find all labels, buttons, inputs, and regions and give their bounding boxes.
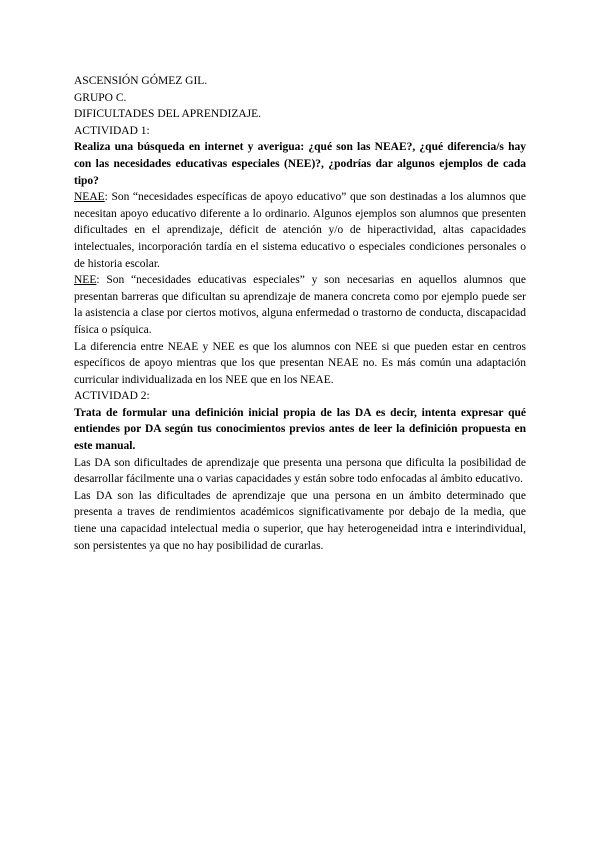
neae-text: : Son “necesidades específicas de apoyo educativo” que son destinadas a los alumnos que necesitan apoyo educativo diferente a lo ordinario. Algunos ejemplos son alumnos que presenten dificultades en el aprendizaje, déficit de atención y/o de hiperactividad, altas capacidades intelectuales, incorporación tardía en el sistema educativo o especiales condiciones personales o de historia escolar. (74, 191, 526, 270)
neae-term: NEAE (74, 191, 105, 204)
activity-1-title: ACTIVIDAD 1: (74, 124, 150, 137)
nee-term: NEE (74, 274, 97, 287)
subject-title: DIFICULTADES DEL APRENDIZAJE. (74, 108, 262, 121)
activity-2-title: ACTIVIDAD 2: (74, 390, 150, 403)
da-answer-2: Las DA son las dificultades de aprendizaje que una persona en un ámbito determinado que presenta a traves de rendimientos académicos significativamente por debajo de la media, que tiene una capacidad intelectual media o superior, que hay heterogeneidad intra e interindividual, son persistentes ya que no hay posibilidad de curarlas. (74, 489, 526, 552)
neae-definition (74, 189, 526, 272)
group-label: GRUPO C. (74, 91, 127, 104)
activity-1-question: Realiza una búsqueda en internet y averigua: ¿qué son las NEAE?, ¿qué diferencia/s hay con las necesidades educativas especiales (NEE)?, ¿podrías dar algunos ejemplos de cada tipo? (74, 141, 526, 187)
author-name: ASCENSIÓN GÓMEZ GIL. (74, 75, 208, 87)
activity-2-question: Trata de formular una definición inicial propia de las DA es decir, intenta expresar qué entiendes por DA según tus conocimientos previos antes de leer la definición propuesta en este manual. (74, 406, 526, 453)
nee-definition (74, 272, 526, 338)
da-answer-1: Las DA son dificultades de aprendizaje que presenta una persona que dificulta la posibilidad de desarrollar fácilmente una o varias capacidades y están sobre todo enfocadas al ámbito educativo. (74, 456, 526, 486)
nee-text: : Son “necesidades educativas especiales” y son necesarias en aquellos alumnos que presentan barreras que dificultan su aprendizaje de manera concreta como por ejemplo puede ser la asistencia a clase por ciertos motivos, alguna enfermedad o trastorno de conducta, discapacidad física o psíquica. (74, 274, 526, 336)
document-body (74, 73, 526, 554)
difference-paragraph: La diferencia entre NEAE y NEE es que los alumnos con NEE si que pueden estar en centros específicos de apoyo mientras que los que presentan NEAE no. Es más común una adaptación curricular individualizada en los NEE que en los NEAE. (74, 340, 526, 386)
